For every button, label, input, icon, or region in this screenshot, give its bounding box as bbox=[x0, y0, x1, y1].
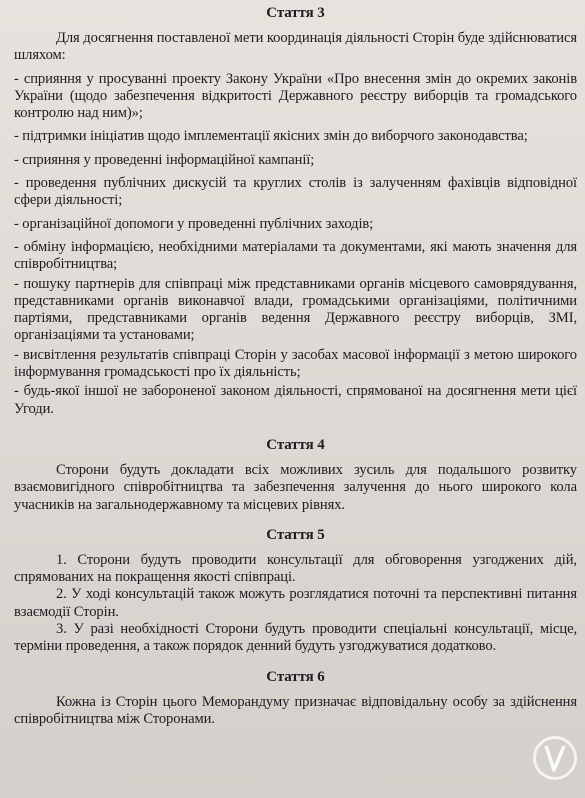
article-3-intro: Для досягнення поставленої мети координація діяльності Сторін буде здійснюватися шляхом: bbox=[14, 30, 577, 64]
article-5-item: 1. Сторони будуть проводити консультації для обговорення узгоджених дій, спрямованих на покращення якості співпраці. bbox=[14, 551, 577, 586]
article-3-item: - висвітлення результатів співпраці Сторін у засобах масової інформації з метою широкого інформування громадськості про їх діяльність; bbox=[14, 346, 577, 381]
article-3-item: - сприяння у проведенні інформаційної кампанії; bbox=[14, 151, 315, 168]
article-3-item: - пошуку партнерів для співпраці між представниками органів місцевого самоврядування, представниками органів виконавчої влади, громадськими організаціями, політичними партіями, представниками органів ведення Державного реєстру виборців, ЗМІ, організаціями та установами; bbox=[14, 275, 577, 344]
article-3-item: - проведення публічних дискусій та круглих столів із залученням фахівців відповідної сфери діяльності; bbox=[14, 175, 577, 209]
article-5-item: 2. У ході консультацій також можуть розглядатися поточні та перспективні питання взаємодії Сторін. bbox=[14, 586, 577, 620]
article-5-item: 3. У разі необхідності Сторони будуть проводити спеціальні консультації, місце, терміни проведення, а також порядок денний будуть узгоджуватися додатково. bbox=[14, 621, 577, 655]
article-3-item: - сприяння у просуванні проекту Закону України «Про внесення змін до окремих законів України (щодо забезпечення відкритості Державного реєстру виборців та громадського контролю над ним)»; bbox=[14, 70, 577, 122]
article-3-item: - будь-якої іншої не забороненої законом діяльності, спрямованої на досягнення мети цієї Угоди. bbox=[14, 383, 577, 417]
article-6-heading: Стаття 6 bbox=[266, 668, 325, 685]
article-4-heading: Стаття 4 bbox=[266, 436, 325, 453]
article-6-text: Кожна із Сторін цього Меморандуму призначає відповідальну особу за здійснення співробітництва між Сторонами. bbox=[14, 693, 577, 727]
article-3-heading: Стаття 3 bbox=[266, 5, 325, 21]
article-3-item: - організаційної допомоги у проведенні публічних заходів; bbox=[14, 215, 374, 232]
article-3-item: - підтримки ініціатив щодо імплементації якісних змін до виборчого законодавства; bbox=[14, 128, 528, 145]
article-5-heading: Стаття 5 bbox=[266, 526, 325, 543]
article-3-item: - обміну інформацією, необхідними матеріалами та документами, які мають значення для співробітництва; bbox=[14, 238, 577, 273]
article-4-text: Сторони будуть докладати всіх можливих зусиль для подальшого розвитку взаємовигідного співробітництва та забезпечення залучення до нього широкого кола учасників на загальнодержавному та місцевих рівнях. bbox=[14, 461, 577, 513]
watermark-logo-icon bbox=[533, 736, 577, 780]
